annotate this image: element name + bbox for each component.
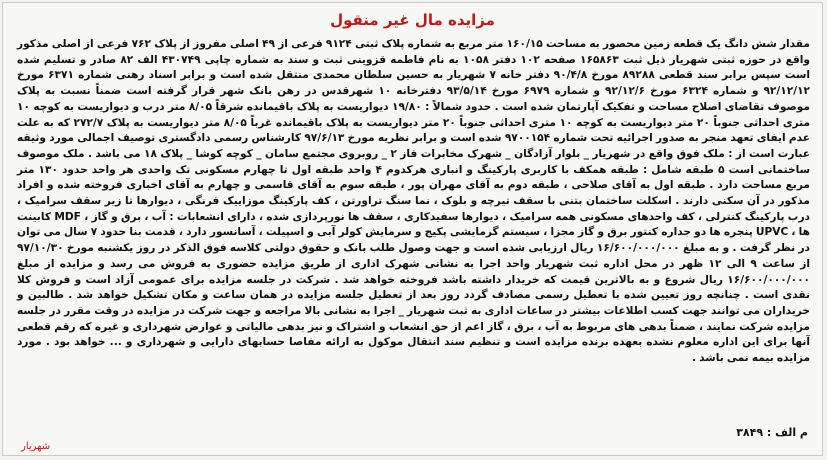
notice-org: شهریار [21,441,51,452]
auction-notice [2,2,823,456]
notice-paragraph: مقدار شش دانگ یک قطعه زمین محصور به مساحت ۱۶۰/۱۵ متر مربع به شماره پلاک ثبتی ۹۱۲۴ فرعی از ۴۹ اصلی مفروز از پلاک ۷۶۲ فرعی از اصلی مذکور واقع در حوزه ثبتی شهریار ذیل ثبت ۱۶۵۸۶۳ صفحه ۱۰۲ دفتر ۱۰۵۸ به نام فاطمه قزوینی ثبت و سند به شماره چاپی ۴۳۰۷۴۹ الف ۸۲ صادر و تسلیم شده است سپس برابر سند قطعی ۸۹۲۸۸ مورخ ۹۰/۴/۸ دفتر خانه ۷ شهریار به حسین سلطان محمدی منتقل شده است و برابر اسناد رهنی شماره ۶۳۷۱ مورخ ۹۲/۱۲/۱۲ و شماره ۶۳۲۴ مورخ ۹۲/۱۲/۶ و شماره ۶۹۷۹ مورخ ۹۳/۵/۱۴ دفترخانه ۱۰ شهرقدس در رهن بانک شهر قرار گرفته است ضمناً نسبت به پلاک موصوف تقاضای اصلاح مساحت و تفکیک آپارتمان شده است . حدود شمالاً : ۱۹/۸۰ دیواریست به پلاک باقیمانده شرقاً ۸/۰۵ متر درب و دیواریست به کوچه ۱۰ متری احداثی جنوباً ۲۰ متر دیواریست به کوچه ۱۰ متری احداثی جنوباً ۲۰ متر دیواریست به پلاک باقیمانده غرباً ۸/۰۵ متر دیواریست به پلاک ۲۷۲/۷ که به علت عدم ایفای تعهد منجر به صدور اجرائیه تحت شماره ۹۷۰۰۱۵۴ شده است و برابر نظریه مورخ ۹۷/۶/۱۳ کارشناس رسمی دادگستری توصیف اجمالی مورد وثیقه عبارت است از : ملک فوق واقع در شهریار _ بلوار آزادگان _ شهرک مخابرات فاز ۲ _ روبروی مجتمع سامان _ کوچه کوشا _ پلاک ۱۸ می باشد . ملک موصوف ساختمانی است ۵ طبقه شامل : طبقه همکف با کاربری پارکینگ و انباری هرکدوم ۴ واحد طبقه اول تا چهارم مسکونی تک واحدی هر واحد حدود ۱۳۰ متر مربع مساحت دارد . طبقه اول به آقای صلاحی ، طبقه دوم به آقای مهران پور ، طبقه سوم به آقای قاسمی و چهارم به آقای اخباری فروخته شده و افراد مذکور در آن سکنی دارند . اسکلت ساختمان بتنی با سقف تیرچه و بلوک ، نما سنگ تراورتن ، کف پارکینگ موزاییک فرنگی ، دیوارها تا زیر سقف سرامیک ، درب پارکینگ کنترلی ، کف واحدهای مسکونی همه سرامیک ، دیوارها سفیدکاری ، سقف ها نورپردازی شده ، دارای انشعابات : آب ، برق و گاز ، MDF کابینت ها ، UPVC پنجره ها دو جداره کنتور برق و گاز مجزا ، سیستم گرمایشی پکیج و سرمایش کولر آبی و اسپیلت ، آسانسور دارد ، قدمت بنا حدود ۷ سال می توان در نظر گرفت . و به مبلغ ۱۶/۶۰۰/۰۰۰/۰۰۰ ریال ارزیابی شده است و جهت وصول طلب بانک و حقوق دولتی کلاسه فوق الذکر در روز یکشنبه مورخ ۹۷/۱۰/۳۰ از ساعت ۹ الی ۱۲ ظهر در محل اداره ثبت شهریار واحد اجرا به نشانی شهرک اداری از طریق مزایده حضوری به فروش می رسد و مزایده از مبلغ ۱۶/۶۰۰/۰۰۰/۰۰۰ ریال شروع و به بالاترین قیمت که خریدار داشته باشد فروخته خواهد شد . شرکت در جلسه مزایده برای عمومی آزاد است و فروش کلا نقدی است . چنانچه روز تعیین شده با تعطیل رسمی مصادف گردد روز بعد از تعطیل جلسه مزایده در همان ساعت و مکان تشکیل خواهد شد . طالبین و خریداران می توانند جهت کسب اطلاعات بیشتر در ساعات اداری به ثبت شهریار _ اجرا به نشانی بالا مراجعه و جهت شرکت در مزایده در وقت مقرر در جلسه مزایده شرکت نمایند ، ضمناً بدهی های مربوط به آب ، برق ، گاز اعم از حق انشعاب و اشتراک و نیز بدهی مالیاتی و عوارض شهرداری و غیره که رقم قطعی آنها برای این اداره معلوم نشده بعهده برنده مزایده است و تنظیم سند انتقال موکول به ارائه مفاصا حسابهای دارایی و شهرداری و ... خواهد بود . مورد مزایده بیمه نمی باشد . [17,38,811,365]
notice-code: م الف : ۳۸۴۹ [736,426,808,439]
notice-title: مزایده مال غیر منقول [330,11,495,29]
notice-body [17,37,810,367]
